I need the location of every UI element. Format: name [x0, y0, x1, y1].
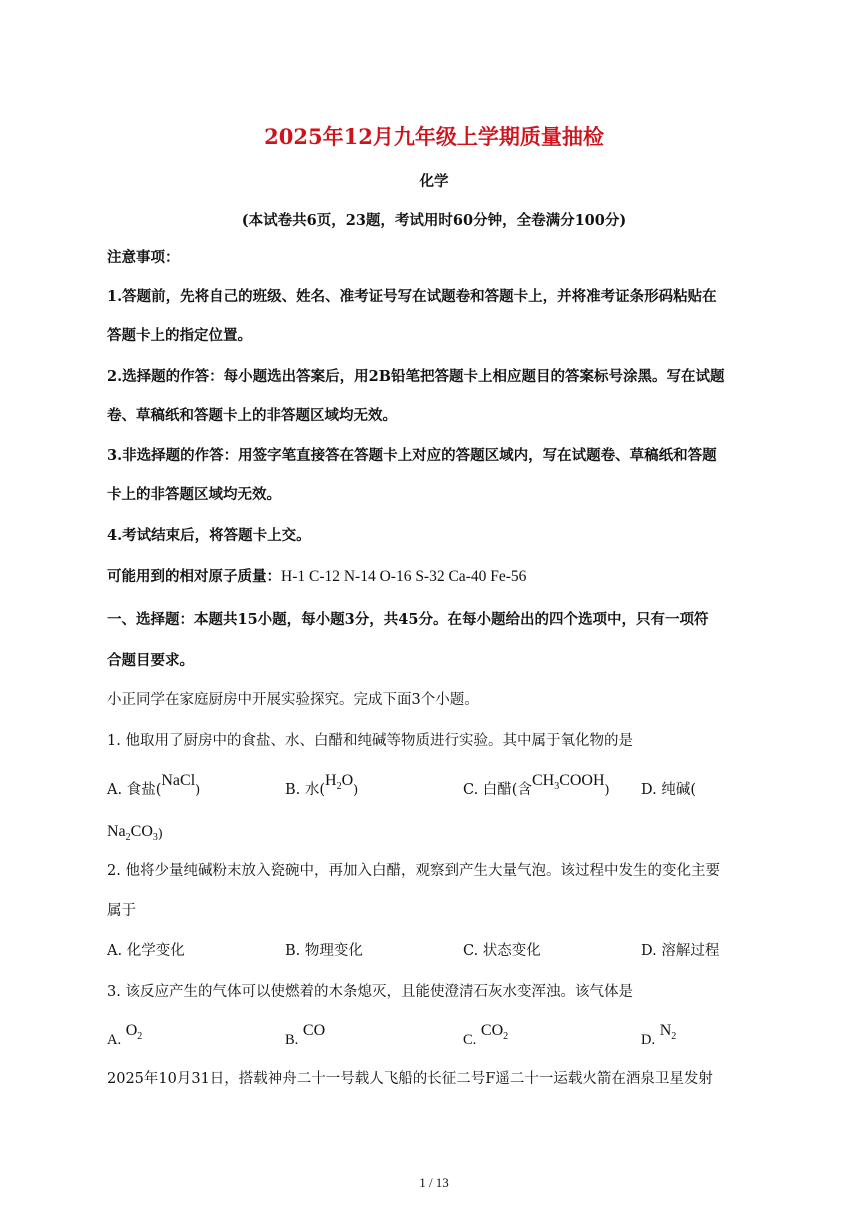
q2-option-c: C. 状态变化	[463, 943, 541, 959]
notice-line: 卷、草稿纸和答题卡上的非答题区域均无效。	[107, 407, 397, 424]
question-2-stem: 2. 他将少量纯碱粉末放入瓷碗中，再加入白醋，观察到产生大量气泡。该过程中发生的变化主要	[107, 863, 720, 879]
q1-option-a-label: A. 食盐(	[107, 782, 162, 798]
document-title: 2025年12月九年级上学期质量抽检	[264, 124, 604, 149]
q3-option-c-formula: $CO_2$	[480, 1022, 509, 1043]
q2-option-d: D. 溶解过程	[641, 943, 720, 959]
q1-option-c	[463, 772, 610, 806]
exam-info: (本试卷共6页，23题，考试用时60分钟，全卷满分100分)	[241, 212, 627, 229]
q1-option-c-label: C. 白醋(含	[463, 782, 532, 798]
q1-option-d-continued	[107, 824, 163, 850]
q1-option-d-close: )	[157, 827, 163, 842]
question-2-stem: 属于	[107, 903, 136, 919]
q1-option-c-close: )	[604, 783, 610, 798]
q3-option-c	[463, 1022, 509, 1056]
q1-option-c-formula: $CH_3COOH$	[531, 772, 605, 793]
subject-title: 化学	[419, 173, 449, 190]
section-heading: 一、选择题：本题共15小题，每小题3分，共45分。在每小题给出的四个选项中，只有一项符	[107, 611, 709, 628]
notice-line: 答题卡上的指定位置。	[107, 327, 252, 344]
question-intro: 小正同学在家庭厨房中开展实验探究。完成下面3个小题。	[107, 692, 479, 708]
q3-option-b	[285, 1022, 326, 1050]
notice-line: 1.答题前，先将自己的班级、姓名、准考证号写在试题卷和答题卡上，并将准考证条形码粘贴在	[107, 288, 717, 305]
q1-option-a	[107, 772, 201, 801]
notice-heading: 注意事项：	[107, 249, 180, 266]
page-number: 1 / 13	[419, 1175, 449, 1190]
q1-option-b-close: )	[353, 783, 359, 798]
q3-option-d-formula: $N_2$	[659, 1022, 677, 1043]
q1-option-b	[285, 772, 359, 806]
notice-line: 3.非选择题的作答：用签字笔直接答在答题卡上对应的答题区域内，写在试题卷、草稿纸和答题	[107, 447, 717, 464]
passage-start: 2025年10月31日，搭载神舟二十一号载人飞船的长征二号F遥二十一运载火箭在酒泉卫星发射	[107, 1071, 713, 1087]
q3-option-b-label: B.	[285, 1032, 299, 1048]
q1-option-a-close: )	[195, 783, 201, 798]
atomic-masses-label: 可能用到的相对原子质量：	[107, 568, 281, 585]
notice-line: 2.选择题的作答：每小题选出答案后，用2B铅笔把答题卡上相应题目的答案标号涂黑。写在试题	[107, 368, 725, 385]
q3-option-a-formula: $O_2$	[125, 1022, 143, 1043]
notice-line: 卡上的非答题区域均无效。	[107, 486, 281, 503]
q3-option-b-formula: CO	[302, 1022, 326, 1039]
atomic-masses-values: H-1 C-12 N-14 O-16 S-32 Ca-40 Fe-56	[281, 568, 527, 585]
q1-option-d-label: D. 纯碱(	[641, 782, 696, 798]
q2-option-a: A. 化学变化	[107, 943, 185, 959]
q3-option-a	[107, 1022, 143, 1056]
q1-option-b-formula: $H_2O$	[325, 772, 354, 793]
atomic-masses	[107, 567, 764, 587]
notice-line: 4.考试结束后，将答题卡上交。	[107, 527, 311, 544]
q3-option-a-label: A.	[107, 1032, 122, 1048]
q3-option-c-label: C.	[463, 1032, 477, 1048]
q2-option-b: B. 物理变化	[285, 943, 363, 959]
q1-option-d	[641, 780, 696, 800]
question-1-stem: 1. 他取用了厨房中的食盐、水、白醋和纯碱等物质进行实验。其中属于氧化物的是	[107, 733, 633, 749]
section-heading: 合题目要求。	[107, 652, 194, 669]
q1-option-a-formula: NaCl	[161, 772, 196, 789]
q1-option-d-formula: $Na_2CO_3$	[107, 823, 158, 844]
q3-option-d	[641, 1022, 677, 1056]
q1-option-b-label: B. 水(	[285, 782, 326, 798]
q3-option-d-label: D.	[641, 1032, 656, 1048]
question-3-stem: 3. 该反应产生的气体可以使燃着的木条熄灭，且能使澄清石灰水变浑浊。该气体是	[107, 984, 633, 1000]
